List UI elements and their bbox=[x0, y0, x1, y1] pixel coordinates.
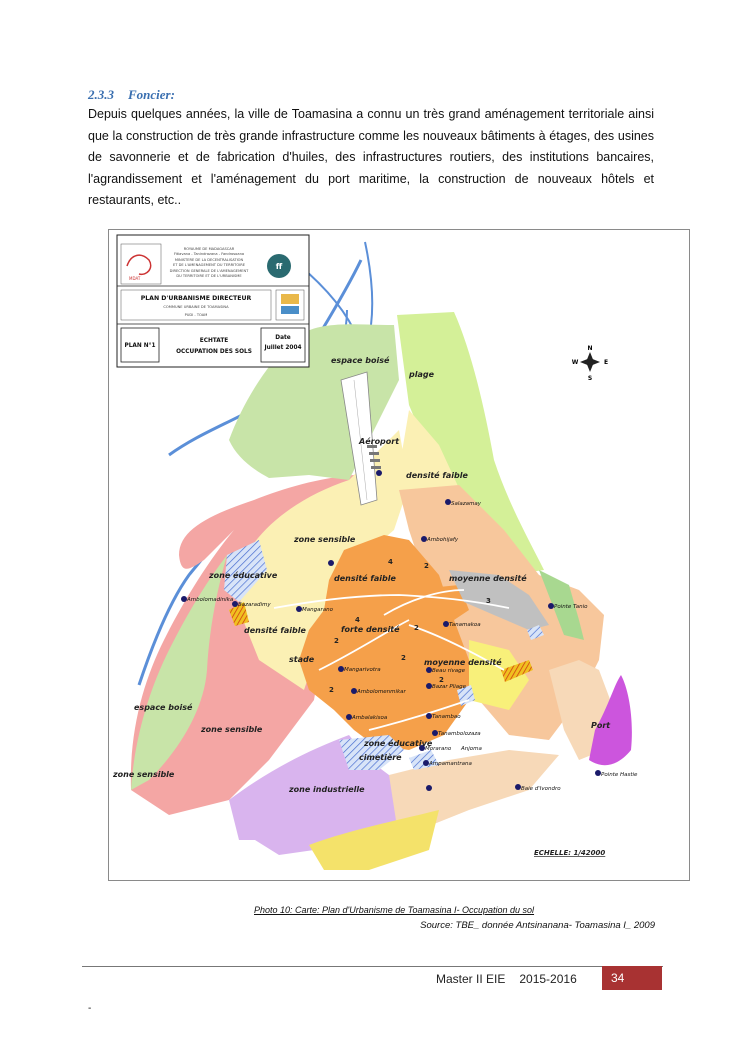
place-label: Anjoma bbox=[461, 746, 482, 752]
zone-label: zone industrielle bbox=[289, 785, 365, 794]
compass-rose-icon bbox=[572, 345, 608, 382]
zone-label: Aéroport bbox=[359, 437, 400, 446]
place-label: Mangarano bbox=[302, 607, 333, 613]
zone-label: Port bbox=[591, 721, 611, 730]
zone-label: zone sensible bbox=[113, 770, 175, 779]
zone-label: cimetière bbox=[359, 753, 402, 762]
place-label: Pointe Hastie bbox=[601, 772, 638, 778]
place-label: Ampamantrana bbox=[429, 761, 472, 767]
place-label: Morarano bbox=[425, 746, 452, 752]
section-title: Foncier: bbox=[128, 87, 175, 102]
footer-dash: - bbox=[88, 1003, 92, 1014]
place-label: Baie d'Ivondro bbox=[521, 786, 561, 792]
figure-caption: Photo 10: Carte: Plan d'Urbanisme de Toamasina I- Occupation du sol bbox=[254, 905, 535, 915]
place-label: Tanamakoa bbox=[449, 622, 481, 628]
place-label: Ambolomenmikar bbox=[357, 689, 406, 695]
cartouche-line-1: ROYAUME DE MADAGASCAR bbox=[183, 247, 235, 251]
density-number: 2 bbox=[424, 562, 429, 570]
map-cartouche bbox=[117, 235, 309, 367]
zone-label: zone éducative bbox=[209, 571, 278, 580]
zone-label: densité faible bbox=[406, 471, 468, 480]
map-scale: ECHELLE: 1/42000 bbox=[534, 849, 606, 857]
place-label: Ambohijafy bbox=[427, 537, 459, 543]
zone-label: espace boisé bbox=[331, 356, 390, 365]
zone-label: densité faible bbox=[244, 626, 306, 635]
density-number: 3 bbox=[486, 597, 491, 605]
place-label: Tanambao bbox=[432, 714, 461, 720]
zone-label: espace boisé bbox=[134, 703, 193, 712]
section-number: 2.3.3 bbox=[88, 87, 114, 102]
cartouche-line-5: DIRECTION GENERALE DE L'AMENAGEMENT bbox=[169, 269, 249, 273]
place-label: Ambalakisoa bbox=[352, 715, 388, 721]
cartouche-phase: PUDI - TOAM bbox=[184, 313, 208, 317]
density-number: 2 bbox=[401, 654, 406, 662]
page-number: 34 bbox=[602, 966, 662, 990]
zone-label: densité faible bbox=[334, 574, 396, 583]
zone-label: moyenne densité bbox=[449, 574, 527, 583]
compass-w: W bbox=[571, 359, 579, 366]
footer bbox=[436, 972, 577, 986]
place-label: Mangarivotra bbox=[344, 667, 381, 673]
place-label: Ambolomadinika bbox=[187, 597, 234, 603]
cartouche-line-6: DU TERRITOIRE ET DE L'URBANISME bbox=[176, 274, 242, 278]
zone-label: zone sensible bbox=[201, 725, 263, 734]
zone-label: forte densité bbox=[341, 625, 400, 634]
footer-rule bbox=[82, 966, 663, 967]
cartouche-plan: PLAN N°1 bbox=[124, 343, 156, 349]
zone-label: stade bbox=[289, 655, 315, 664]
place-label: Beau rivage bbox=[432, 668, 466, 674]
place-label: Bazar Pliage bbox=[432, 684, 467, 690]
cartouche-date-label: Date bbox=[275, 335, 291, 341]
footer-years: 2015-2016 bbox=[519, 972, 577, 986]
compass-s: S bbox=[587, 375, 593, 382]
cartouche-title: PLAN D'URBANISME DIRECTEUR bbox=[140, 295, 252, 302]
density-number: 2 bbox=[329, 686, 334, 694]
place-label: Tanambolozaza bbox=[438, 731, 481, 737]
svg-text:MDAT: MDAT bbox=[129, 276, 141, 281]
place-label: Salazamay bbox=[451, 501, 482, 507]
density-number: 4 bbox=[355, 616, 360, 624]
section-heading bbox=[88, 87, 175, 103]
density-number: 2 bbox=[439, 676, 444, 684]
place-label: Bazaradimy bbox=[238, 602, 271, 608]
cartouche-line-4: ET DE L'AMENAGEMENT DU TERRITOIRE bbox=[172, 263, 246, 267]
cartouche-date-value: Juillet 2004 bbox=[264, 345, 302, 351]
cartouche-sheet-1: ECHTATE bbox=[199, 338, 229, 344]
density-number: 2 bbox=[334, 637, 339, 645]
place-label: Pointe Tanio bbox=[554, 604, 588, 610]
footer-degree: Master II EIE bbox=[436, 972, 506, 986]
figure-source: Source: TBE_ donnée Antsinanana- Toamasina I_ 2009 bbox=[420, 920, 655, 931]
compass-n: N bbox=[587, 345, 593, 352]
zone-label: zone sensible bbox=[294, 535, 356, 544]
cartouche-line-3: MINISTERE DE LA DECENTRALISATION bbox=[174, 258, 244, 262]
zone-label: plage bbox=[409, 370, 435, 379]
cartouche-sheet-2: OCCUPATION DES SOLS bbox=[176, 349, 252, 355]
section-paragraph: Depuis quelques années, la ville de Toamasina a connu un très grand aménagement territoriale ainsi que la construction de très grande infrastructure comme les nouveaux bâtiments à étages, des usines de savonnerie et de fabrication d'huiles, des infrastructures routiers, des institutions bancaires, l'agrandissement et l'aménagement du port maritime, la construction de nouveaux hôtels et restaurants, etc.. bbox=[88, 107, 654, 207]
cartouche-emblem-icon bbox=[281, 294, 299, 304]
density-number: 4 bbox=[388, 558, 393, 566]
density-number: 2 bbox=[414, 624, 419, 632]
land-use-map bbox=[108, 229, 690, 881]
zone-label: zone éducative bbox=[364, 739, 433, 748]
cartouche-commune: COMMUNE URBAINE DE TOAMASINA bbox=[163, 305, 229, 309]
compass-e: E bbox=[603, 359, 609, 366]
svg-text:ff: ff bbox=[275, 262, 283, 271]
zone-label: moyenne densité bbox=[424, 658, 502, 667]
cartouche-line-2: Fitiavana - Tanindrazana - Fandrosoana bbox=[173, 252, 245, 256]
